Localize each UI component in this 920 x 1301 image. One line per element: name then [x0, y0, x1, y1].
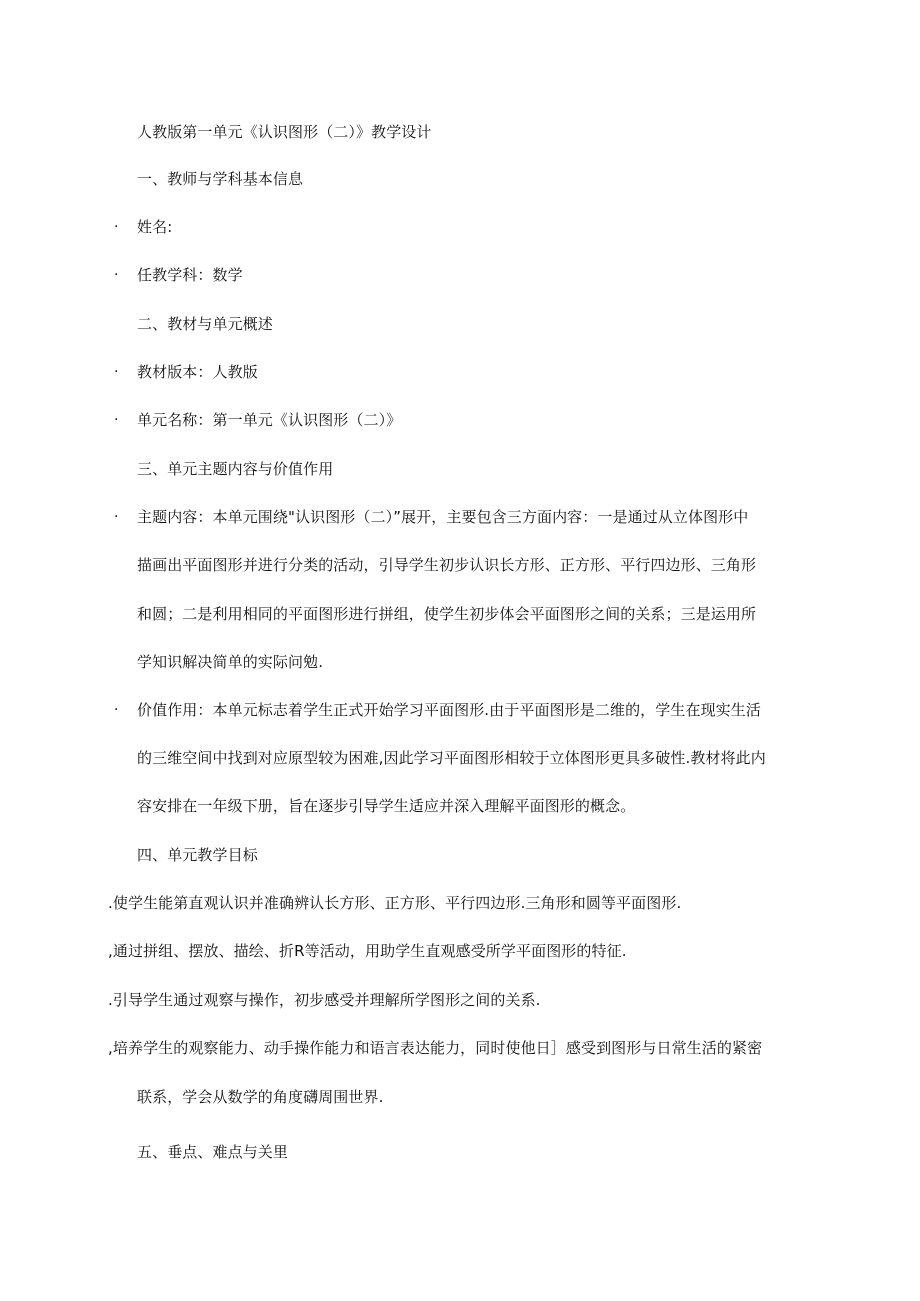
section-heading-textbook: 二、教材与单元概述	[137, 315, 273, 333]
content-paragraph-line: 和圆；二是利用相同的平面图形进行拼组，使学生初步体会平面图形之间的关系；三是运用所	[137, 605, 757, 623]
goal-item: ,培养学生的观察能力、动手操作能力和语言表达能力，同时使他日］感受到图形与日常生活的紧密	[108, 1039, 763, 1057]
value-paragraph-line: 的三维空间中找到对应原型较为困难,因此学习平面图形相较于立体图形更具多破性.教材将此内	[137, 749, 766, 767]
content-paragraph-line: 主题内容：本单元围绕"认识图形（二）”展开，主要包含三方面内容：一是通过从立体图形中	[137, 508, 749, 526]
content-paragraph-line: 学知识解决简单的实际问勉.	[137, 653, 324, 671]
content-paragraph-line: 描画出平面图形并进行分类的活动，引导学生初步认识长方形、正方形、平行四边形、三角形	[137, 556, 757, 574]
bullet-marker: ·	[114, 412, 119, 428]
goal-item: .引导学生通过观察与操作，初步感受并理解所学图形之间的关系.	[108, 991, 541, 1009]
bullet-marker: ·	[114, 219, 119, 235]
bullet-marker: ·	[114, 267, 119, 283]
subject-field: 任教学科：数学	[137, 266, 243, 284]
section-heading-teacher-info: 一、教师与学科基本信息	[137, 170, 304, 188]
unit-name-field: 单元名称：第一单元《认识图形（二）》	[137, 411, 402, 429]
value-paragraph-line: 价值作用：本单元标志着学生正式开始学习平面图形.由于平面图形是二维的，学生在现实生活	[137, 701, 761, 719]
value-paragraph-line: 容安排在一年级下册，旨在逐步引导学生适应并深入理解平面图形的概念。	[137, 797, 636, 815]
bullet-marker: ·	[114, 364, 119, 380]
section-heading-goals: 四、单元教学目标	[137, 846, 258, 864]
goal-item: .使学生能第直观认识并准确辨认长方形、正方形、平行四边形.三角形和圆等平面图形.	[108, 894, 682, 912]
textbook-version-field: 教材版本：人教版	[137, 363, 258, 381]
goal-item-continuation: 联系，学会从数学的角度礴周围世界.	[137, 1088, 384, 1106]
name-field: 姓名:	[137, 218, 173, 236]
goal-item: ,通过拼组、摆放、描绘、折R等活动，用助学生直观感受所学平面图形的特征.	[108, 942, 627, 960]
bullet-marker: ·	[114, 702, 119, 718]
document-title: 人教版第一单元《认识图形（二）》教学设计	[137, 123, 432, 141]
section-heading-content-value: 三、单元主题内容与价值作用	[137, 460, 334, 478]
section-heading-key-points: 五、垂点、难点与关里	[137, 1143, 289, 1161]
bullet-marker: ·	[114, 509, 119, 525]
